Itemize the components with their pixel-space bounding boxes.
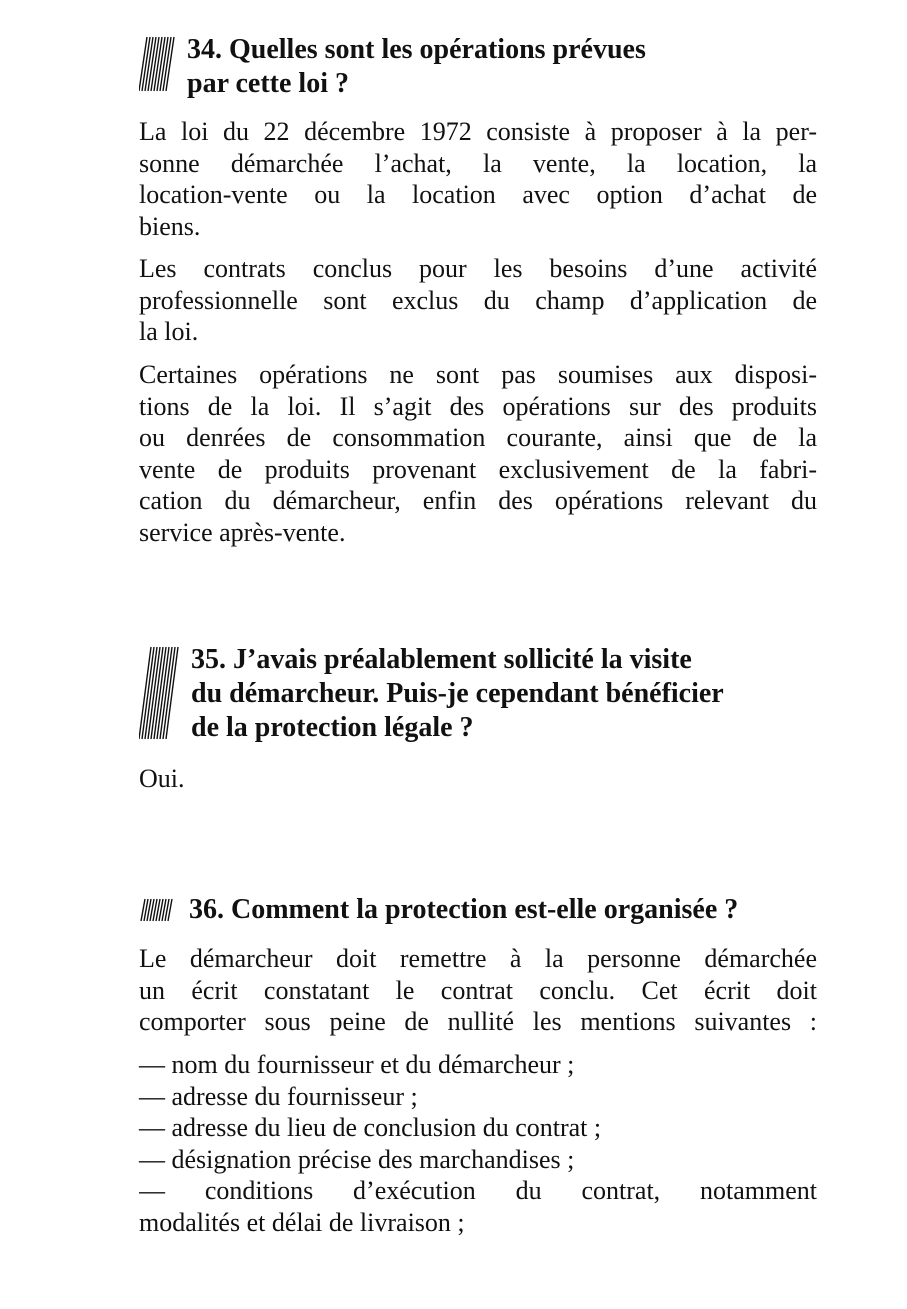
heading-line: 35. J’avais préalablement sollicité la visite <box>191 644 692 675</box>
section-36-heading <box>139 893 738 927</box>
list-item: — adresse du fournisseur ; <box>139 1081 418 1111</box>
section-34-heading <box>139 33 646 101</box>
paragraph <box>139 253 817 348</box>
text-line: Certaines opérations ne sont pas soumises aux disposi- <box>139 360 817 389</box>
section-35-heading <box>139 643 724 745</box>
text-line: cation du démarcheur, enfin des opérations relevant du <box>139 486 817 515</box>
list-item: — désignation précise des marchandises ; <box>139 1144 575 1174</box>
text-line: service après-vente. <box>139 517 346 547</box>
heading-line: 36. Comment la protection est-elle organisée ? <box>189 894 739 925</box>
text-line: tions de la loi. Il s’agit des opérations sur des produits <box>139 391 817 421</box>
paragraph <box>139 116 817 242</box>
heading-line: du démarcheur. Puis-je cependant bénéficier <box>191 678 724 709</box>
text-line: La loi du 22 décembre 1972 consiste à proposer à la per- <box>139 117 817 146</box>
heading-line: par cette loi ? <box>187 68 349 99</box>
list-item: — conditions d’exécution du contrat, notamment <box>139 1176 817 1205</box>
text-line: Les contrats conclus pour les besoins d’une activité <box>139 254 817 283</box>
list-item: — nom du fournisseur et du démarcheur ; <box>139 1050 575 1079</box>
hatch-marker-icon <box>139 893 181 923</box>
paragraph <box>139 943 817 1038</box>
list-item: — adresse du lieu de conclusion du contrat ; <box>139 1113 602 1142</box>
paragraph <box>139 359 817 548</box>
text-line: professionnelle sont exclus du champ d’application de <box>139 285 817 315</box>
text-line: comporter sous peine de nullité les mentions suivantes : <box>139 1007 817 1036</box>
hatch-marker-icon <box>139 643 183 741</box>
text-line: vente de produits provenant exclusivement de la fabri- <box>139 454 817 484</box>
text-line: ou denrées de consommation courante, ainsi que de la <box>139 423 817 452</box>
list <box>139 1049 817 1238</box>
text-line: location-vente ou la location avec option d’achat de <box>139 180 817 209</box>
list-item-continuation: modalités et délai de livraison ; <box>139 1207 465 1237</box>
text-line: sonne démarchée l’achat, la vente, la location, la <box>139 148 817 178</box>
paragraph <box>139 763 817 795</box>
heading-line: 34. Quelles sont les opérations prévues <box>187 34 646 65</box>
text-line: Le démarcheur doit remettre à la personne démarchée <box>139 944 817 973</box>
text-line: la loi. <box>139 317 199 346</box>
text-line: Oui. <box>139 764 185 793</box>
hatch-marker-icon <box>139 33 179 93</box>
text-line: un écrit constatant le contrat conclu. Cet écrit doit <box>139 975 817 1005</box>
text-line: biens. <box>139 211 201 241</box>
heading-line: de la protection légale ? <box>191 712 474 743</box>
